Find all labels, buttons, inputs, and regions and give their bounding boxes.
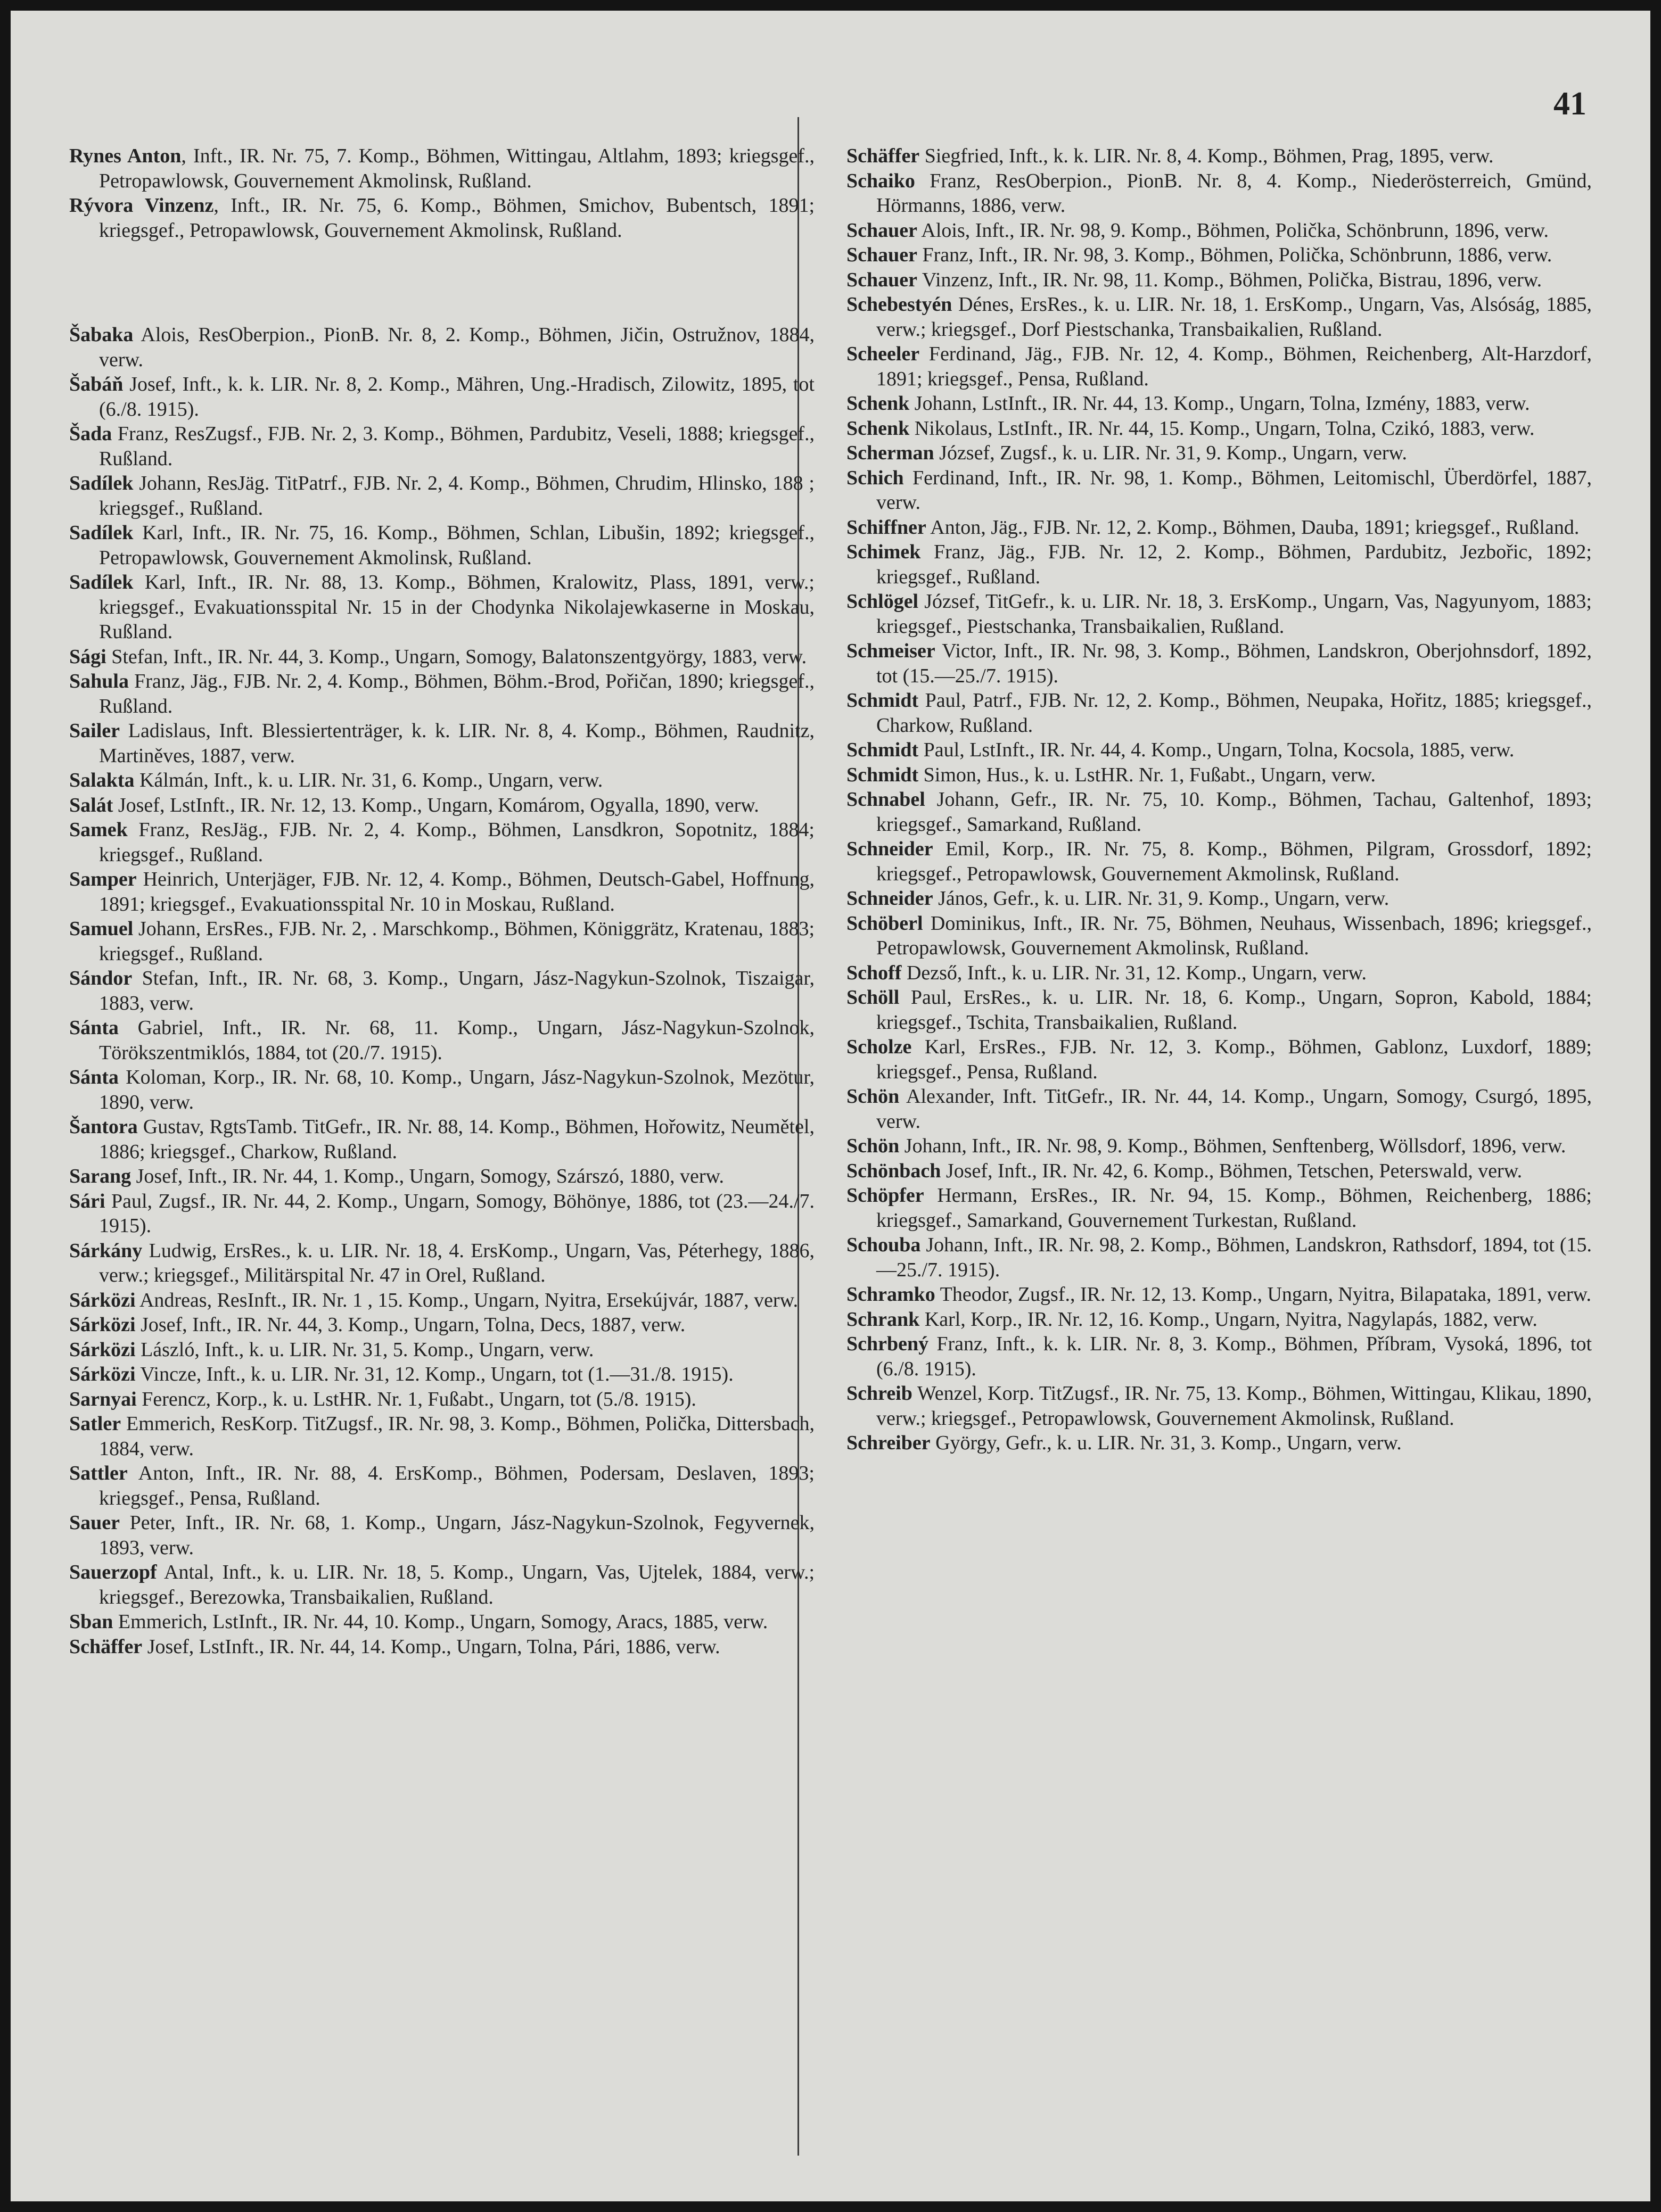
- entry-surname: Šantora: [69, 1116, 138, 1138]
- right-column: [846, 144, 1592, 2145]
- entry-surname: Salát: [69, 794, 113, 816]
- casualty-entry: [846, 1035, 1592, 1084]
- casualty-entry: [69, 144, 815, 193]
- entry-surname: Schöpfer: [846, 1184, 924, 1207]
- entry-surname: Schreiber: [846, 1432, 931, 1454]
- entry-details: Johann, LstInft., IR. Nr. 44, 13. Komp., Ungarn, Tolna, Izmény, 1883, verw.: [909, 392, 1530, 415]
- casualty-entry: [69, 521, 815, 570]
- casualty-entry: [69, 1461, 815, 1511]
- entry-surname: Schön: [846, 1135, 900, 1157]
- entry-details: Theodor, Zugsf., IR. Nr. 12, 13. Komp., Ungarn, Nyitra, Bilapataka, 1891, verw.: [935, 1283, 1591, 1306]
- entry-surname: Scheeler: [846, 343, 920, 365]
- casualty-entry: [846, 837, 1592, 886]
- entry-surname: Schlögel: [846, 590, 919, 613]
- casualty-entry: [69, 422, 815, 471]
- entry-details: , Inft., IR. Nr. 75, 7. Komp., Böhmen, Wittingau, Altlahm, 1893; kriegsgef., Petropawlowsk, Gouvernement Akmolinsk, Rußland.: [99, 145, 815, 192]
- entry-surname: Sauer: [69, 1512, 120, 1534]
- casualty-entry: [69, 1635, 815, 1660]
- casualty-entry: [69, 917, 815, 966]
- casualty-entry: [69, 768, 815, 793]
- entry-surname: Rývora Vinzenz: [69, 194, 214, 217]
- casualty-entry: [846, 391, 1592, 416]
- casualty-entry: [69, 1115, 815, 1164]
- casualty-entry: [69, 1016, 815, 1065]
- entry-details: György, Gefr., k. u. LIR. Nr. 31, 3. Komp., Ungarn, verw.: [930, 1432, 1402, 1454]
- entry-surname: Schnabel: [846, 788, 925, 811]
- entry-surname: Schäffer: [846, 145, 920, 167]
- entry-details: Josef, Inft., IR. Nr. 44, 3. Komp., Ungarn, Tolna, Decs, 1887, verw.: [135, 1314, 686, 1336]
- entry-surname: Schöll: [846, 986, 900, 1009]
- entry-surname: Sarang: [69, 1165, 131, 1187]
- entry-surname: Schmidt: [846, 739, 919, 761]
- entry-surname: Sadílek: [69, 522, 134, 544]
- entry-details: Paul, Zugsf., IR. Nr. 44, 2. Komp., Ungarn, Somogy, Böhönye, 1886, tot (23.—24./7. 1915).: [99, 1190, 815, 1237]
- casualty-entry: [846, 1307, 1592, 1332]
- casualty-entry: [846, 441, 1592, 466]
- entry-details: Franz, Inft., k. k. LIR. Nr. 8, 3. Komp., Böhmen, Příbram, Vysoká, 1896, tot (6./8. 1915).: [876, 1333, 1592, 1380]
- casualty-entry: [69, 471, 815, 521]
- casualty-entry: [69, 1610, 815, 1635]
- entry-details: Anton, Jäg., FJB. Nr. 12, 2. Komp., Böhmen, Dauba, 1891; kriegsgef., Rußland.: [926, 516, 1580, 539]
- casualty-entry: [69, 719, 815, 768]
- entry-surname: Schauer: [846, 244, 917, 266]
- entry-surname: Schramko: [846, 1283, 935, 1306]
- casualty-entry: [846, 1332, 1592, 1381]
- casualty-entry: [69, 867, 815, 917]
- entry-details: Vinzenz, Inft., IR. Nr. 98, 11. Komp., Böhmen, Polička, Bistrau, 1896, verw.: [917, 268, 1542, 291]
- casualty-entry: [846, 144, 1592, 169]
- entry-surname: Schrank: [846, 1308, 920, 1331]
- casualty-entry: [846, 886, 1592, 911]
- entry-details: Johann, ErsRes., FJB. Nr. 2, . Marschkomp., Böhmen, Königgrätz, Kratenau, 1883; kriegsgef., Rußland.: [99, 918, 815, 965]
- entry-surname: Sadílek: [69, 571, 134, 593]
- casualty-entry: [69, 1288, 815, 1313]
- entry-surname: Schaiko: [846, 169, 915, 192]
- casualty-entry: [846, 169, 1592, 218]
- casualty-entry: [69, 323, 815, 372]
- left-column: [69, 144, 815, 2145]
- entry-surname: Schauer: [846, 268, 917, 291]
- casualty-entry: [846, 466, 1592, 515]
- casualty-entry: [69, 1189, 815, 1239]
- entry-surname: Samek: [69, 819, 128, 841]
- casualty-entry: [846, 738, 1592, 763]
- casualty-entry: [846, 515, 1592, 540]
- casualty-entry: [69, 1387, 815, 1412]
- entry-details: Heinrich, Unterjäger, FJB. Nr. 12, 4. Komp., Böhmen, Deutsch-Gabel, Hoffnung, 1891; kriegsgef., Evakuationsspital Nr. 10 in Moskau, Rußland.: [99, 868, 815, 915]
- entry-surname: Schoff: [846, 961, 902, 984]
- entry-details: Koloman, Korp., IR. Nr. 68, 10. Komp., Ungarn, Jász-Nagykun-Szolnok, Mezötur, 1890, verw.: [99, 1066, 815, 1113]
- entry-details: Franz, Inft., IR. Nr. 98, 3. Komp., Böhmen, Polička, Schönbrunn, 1886, verw.: [917, 244, 1552, 266]
- entry-surname: Schmeiser: [846, 640, 935, 662]
- casualty-entry: [846, 268, 1592, 293]
- casualty-entry: [846, 639, 1592, 688]
- casualty-entry: [69, 793, 815, 818]
- entry-details: Siegfried, Inft., k. k. LIR. Nr. 8, 4. Komp., Böhmen, Prag, 1895, verw.: [919, 145, 1494, 167]
- entry-details: Hermann, ErsRes., IR. Nr. 94, 15. Komp., Böhmen, Reichenberg, 1886; kriegsgef., Samarkand, Gouvernement Turkestan, Rußland.: [876, 1184, 1592, 1232]
- casualty-entry: [69, 669, 815, 719]
- entry-surname: Sárközi: [69, 1314, 136, 1336]
- entry-details: Kálmán, Inft., k. u. LIR. Nr. 31, 6. Komp., Ungarn, verw.: [134, 769, 603, 791]
- entry-surname: Sarnyai: [69, 1388, 137, 1410]
- entry-details: Andreas, ResInft., IR. Nr. 1 , 15. Komp., Ungarn, Nyitra, Ersekújvár, 1887, verw.: [135, 1289, 799, 1311]
- entry-details: Alois, ResOberpion., PionB. Nr. 8, 2. Komp., Böhmen, Jičin, Ostružnov, 1884, verw.: [99, 324, 815, 371]
- entry-details: Paul, LstInft., IR. Nr. 44, 4. Komp., Ungarn, Tolna, Kocsola, 1885, verw.: [918, 739, 1515, 761]
- casualty-entry: [846, 1233, 1592, 1282]
- entry-surname: Schich: [846, 466, 904, 489]
- entry-surname: Sárközi: [69, 1338, 136, 1361]
- entry-details: József, TitGefr., k. u. LIR. Nr. 18, 3. ErsKomp., Ungarn, Vas, Nagyunyom, 1883; kriegsgef., Piestschanka, Transbaikalien, Rußland.: [876, 590, 1592, 638]
- entry-surname: Schenk: [846, 417, 910, 440]
- casualty-entry: [69, 1511, 815, 1560]
- entry-surname: Satler: [69, 1413, 121, 1435]
- entry-details: Franz, Jäg., FJB. Nr. 12, 2. Komp., Böhmen, Pardubitz, Jezbořic, 1892; kriegsgef., Rußland.: [876, 541, 1592, 588]
- entry-details: Peter, Inft., IR. Nr. 68, 1. Komp., Ungarn, Jász-Nagykun-Szolnok, Fegyvernek, 1893, verw.: [99, 1512, 815, 1559]
- entry-details: Ferencz, Korp., k. u. LstHR. Nr. 1, Fußabt., Ungarn, tot (5./8. 1915).: [136, 1388, 696, 1410]
- entry-details: Franz, Jäg., FJB. Nr. 2, 4. Komp., Böhmen, Böhm.-Brod, Pořičan, 1890; kriegsgef., Rußland.: [99, 670, 815, 717]
- entry-details: Simon, Hus., k. u. LstHR. Nr. 1, Fußabt., Ungarn, verw.: [918, 763, 1376, 786]
- casualty-entry: [846, 961, 1592, 986]
- entry-details: Franz, ResJäg., FJB. Nr. 2, 4. Komp., Böhmen, Lansdkron, Sopotnitz, 1884; kriegsgef., Rußland.: [99, 819, 815, 866]
- casualty-entry: [846, 292, 1592, 342]
- entry-surname: Sattler: [69, 1462, 128, 1484]
- casualty-entry: [846, 985, 1592, 1035]
- entry-details: Josef, Inft., IR. Nr. 44, 1. Komp., Ungarn, Somogy, Szárszó, 1880, verw.: [131, 1165, 724, 1187]
- entry-surname: Schneider: [846, 838, 933, 860]
- entry-surname: Schöberl: [846, 912, 923, 935]
- entry-surname: Šabáň: [69, 373, 124, 395]
- entry-surname: Sándor: [69, 967, 133, 989]
- entry-details: Emmerich, ResKorp. TitZugsf., IR. Nr. 98, 3. Komp., Böhmen, Polička, Dittersbach, 1884, verw.: [99, 1413, 815, 1460]
- casualty-entry: [846, 1134, 1592, 1159]
- casualty-entry: [846, 1381, 1592, 1431]
- entry-details: Stefan, Inft., IR. Nr. 68, 3. Komp., Ungarn, Jász-Nagykun-Szolnok, Tiszaigar, 1883, verw.: [99, 967, 815, 1014]
- entry-surname: Sauerzopf: [69, 1561, 157, 1583]
- entry-details: Dominikus, Inft., IR. Nr. 75, Böhmen, Neuhaus, Wissenbach, 1896; kriegsgef., Petropawlowsk, Gouvernement Akmolinsk, Rußland.: [876, 912, 1592, 959]
- entry-details: János, Gefr., k. u. LIR. Nr. 31, 9. Komp., Ungarn, verw.: [933, 887, 1389, 910]
- entry-surname: Šada: [69, 423, 112, 445]
- entry-columns: [69, 144, 1592, 2145]
- entry-details: Karl, Inft., IR. Nr. 88, 13. Komp., Böhmen, Kralowitz, Plass, 1891, verw.; kriegsgef., Evakuationsspital Nr. 15 in der Chodynka Nikolajewkaserne in Moskau, Rußland.: [99, 571, 815, 643]
- casualty-entry: [69, 1362, 815, 1387]
- entry-details: Dezső, Inft., k. u. LIR. Nr. 31, 12. Komp., Ungarn, verw.: [901, 961, 1367, 984]
- entry-surname: Šabaka: [69, 324, 134, 346]
- casualty-entry: [69, 1239, 815, 1288]
- entry-details: Emil, Korp., IR. Nr. 75, 8. Komp., Böhmen, Pilgram, Grossdorf, 1892; kriegsgef., Petropawlowsk, Gouvernement Akmolinsk, Rußland.: [876, 838, 1592, 885]
- casualty-entry: [846, 218, 1592, 243]
- entry-surname: Schneider: [846, 887, 933, 910]
- entry-surname: Sárkány: [69, 1239, 143, 1262]
- entry-details: Alois, Inft., IR. Nr. 98, 9. Komp., Böhmen, Polička, Schönbrunn, 1896, verw.: [917, 219, 1549, 242]
- casualty-entry: [846, 1159, 1592, 1184]
- entry-surname: Sárközi: [69, 1363, 136, 1385]
- entry-details: József, Zugsf., k. u. LIR. Nr. 31, 9. Komp., Ungarn, verw.: [934, 442, 1407, 464]
- entry-details: Ferdinand, Jäg., FJB. Nr. 12, 4. Komp., Böhmen, Reichenberg, Alt-Harzdorf, 1891; kriegsgef., Pensa, Rußland.: [876, 343, 1592, 390]
- entry-surname: Rynes Anton: [69, 145, 182, 167]
- entry-surname: Scholze: [846, 1036, 912, 1058]
- entry-surname: Salakta: [69, 769, 135, 791]
- page-number: 41: [1553, 86, 1586, 122]
- entry-details: Emmerich, LstInft., IR. Nr. 44, 10. Komp., Ungarn, Somogy, Aracs, 1885, verw.: [113, 1611, 768, 1633]
- entry-surname: Schreib: [846, 1382, 912, 1405]
- entry-details: Antal, Inft., k. u. LIR. Nr. 18, 5. Komp., Ungarn, Vas, Ujtelek, 1884, verw.; kriegsgef., Berezowka, Transbaikalien, Rußland.: [99, 1561, 815, 1608]
- entry-details: Dénes, ErsRes., k. u. LIR. Nr. 18, 1. ErsKomp., Ungarn, Vas, Alsóság, 1885, verw.; kriegsgef., Dorf Piestschanka, Transbaikalien, Rußland.: [876, 293, 1592, 341]
- entry-details: Gustav, RgtsTamb. TitGefr., IR. Nr. 88, 14. Komp., Böhmen, Hořowitz, Neumětel, 1886; kriegsgef., Charkow, Rußland.: [99, 1116, 815, 1163]
- entry-details: Paul, Patrf., FJB. Nr. 12, 2. Komp., Böhmen, Neupaka, Hořitz, 1885; kriegsgef., Charkow, Rußland.: [876, 689, 1592, 737]
- entry-surname: Sban: [69, 1611, 113, 1633]
- entry-details: Nikolaus, LstInft., IR. Nr. 44, 15. Komp., Ungarn, Tolna, Czikó, 1883, verw.: [909, 417, 1535, 440]
- entry-surname: Schmidt: [846, 763, 919, 786]
- entry-details: Ferdinand, Inft., IR. Nr. 98, 1. Komp., Böhmen, Leitomischl, Überdörfel, 1887, verw.: [876, 466, 1592, 514]
- entry-details: Alexander, Inft. TitGefr., IR. Nr. 44, 14. Komp., Ungarn, Somogy, Csurgó, 1895, verw.: [876, 1085, 1592, 1133]
- casualty-entry: [846, 540, 1592, 589]
- entry-details: Johann, Inft., IR. Nr. 98, 9. Komp., Böhmen, Senftenberg, Wöllsdorf, 1896, verw.: [899, 1135, 1566, 1157]
- casualty-entry: [846, 787, 1592, 837]
- entry-details: Karl, Korp., IR. Nr. 12, 16. Komp., Ungarn, Nyitra, Nagylapás, 1882, verw.: [919, 1308, 1537, 1331]
- casualty-entry: [846, 688, 1592, 738]
- entry-details: Karl, ErsRes., FJB. Nr. 12, 3. Komp., Böhmen, Gablonz, Luxdorf, 1889; kriegsgef., Pensa, Rußland.: [876, 1036, 1592, 1083]
- casualty-entry: [846, 1183, 1592, 1233]
- entry-surname: Schiffner: [846, 516, 926, 539]
- casualty-entry: [846, 342, 1592, 391]
- entry-details: Gabriel, Inft., IR. Nr. 68, 11. Komp., Ungarn, Jász-Nagykun-Szolnok, Törökszentmiklós, 1884, tot (20./7. 1915).: [99, 1017, 815, 1064]
- entry-surname: Sánta: [69, 1066, 119, 1088]
- casualty-entry: [69, 1313, 815, 1338]
- entry-surname: Samuel: [69, 918, 134, 940]
- entry-details: Ladislaus, Inft. Blessiertenträger, k. k. LIR. Nr. 8, 4. Komp., Böhmen, Raudnitz, Martiněves, 1887, verw.: [99, 720, 815, 767]
- entry-surname: Schouba: [846, 1234, 921, 1256]
- entry-details: Johann, Gefr., IR. Nr. 75, 10. Komp., Böhmen, Tachau, Galtenhof, 1893; kriegsgef., Samarkand, Rußland.: [876, 788, 1592, 836]
- entry-details: Josef, Inft., k. k. LIR. Nr. 8, 2. Komp., Mähren, Ung.-Hradisch, Zilowitz, 1895, tot (6./8. 1915).: [99, 373, 815, 420]
- casualty-entry: [846, 911, 1592, 961]
- entry-surname: Scherman: [846, 442, 934, 464]
- casualty-entry: [846, 763, 1592, 788]
- entry-surname: Sári: [69, 1190, 105, 1212]
- entry-details: Johann, ResJäg. TitPatrf., FJB. Nr. 2, 4. Komp., Böhmen, Chrudim, Hlinsko, 188 ; kriegsgef., Rußland.: [99, 472, 815, 519]
- entry-details: Ludwig, ErsRes., k. u. LIR. Nr. 18, 4. ErsKomp., Ungarn, Vas, Péterhegy, 1886, verw.; kriegsgef., Militärspital Nr. 47 in Orel, Rußland.: [99, 1239, 815, 1286]
- entry-details: Franz, ResOberpion., PionB. Nr. 8, 4. Komp., Niederösterreich, Gmünd, Hörmanns, 1886, verw.: [876, 169, 1592, 217]
- casualty-entry: [69, 1164, 815, 1189]
- casualty-entry: [846, 589, 1592, 639]
- entry-surname: Sahula: [69, 670, 129, 692]
- casualty-entry: [69, 645, 815, 670]
- entry-surname: Schönbach: [846, 1159, 941, 1182]
- casualty-entry: [69, 1065, 815, 1115]
- casualty-entry: [846, 1084, 1592, 1134]
- entry-surname: Schauer: [846, 219, 917, 242]
- casualty-entry: [69, 966, 815, 1016]
- casualty-entry: [69, 193, 815, 243]
- casualty-entry: [69, 818, 815, 867]
- entry-details: Johann, Inft., IR. Nr. 98, 2. Komp., Böhmen, Landskron, Rathsdorf, 1894, tot (15.—25./7. 1915).: [876, 1234, 1592, 1281]
- casualty-entry: [69, 372, 815, 422]
- entry-surname: Samper: [69, 868, 137, 890]
- entry-surname: Sánta: [69, 1017, 119, 1039]
- entry-surname: Sárközi: [69, 1289, 136, 1311]
- entry-details: László, Inft., k. u. LIR. Nr. 31, 5. Komp., Ungarn, verw.: [135, 1338, 594, 1361]
- entry-surname: Schäffer: [69, 1635, 143, 1658]
- entry-details: Josef, LstInft., IR. Nr. 44, 14. Komp., Ungarn, Tolna, Pári, 1886, verw.: [142, 1635, 720, 1658]
- entry-details: Stefan, Inft., IR. Nr. 44, 3. Komp., Ungarn, Somogy, Balatonszentgyörgy, 1883, verw.: [106, 645, 807, 668]
- entry-details: Vincze, Inft., k. u. LIR. Nr. 31, 12. Komp., Ungarn, tot (1.—31./8. 1915).: [135, 1363, 734, 1385]
- entry-details: Anton, Inft., IR. Nr. 88, 4. ErsKomp., Böhmen, Podersam, Deslaven, 1893; kriegsgef., Pensa, Rußland.: [99, 1462, 815, 1509]
- casualty-entry: [846, 416, 1592, 441]
- casualty-entry: [69, 1412, 815, 1461]
- entry-details: Paul, ErsRes., k. u. LIR. Nr. 18, 6. Komp., Ungarn, Sopron, Kabold, 1884; kriegsgef., Tschita, Transbaikalien, Rußland.: [876, 986, 1592, 1034]
- document-page: [11, 11, 1650, 2201]
- entry-surname: Schenk: [846, 392, 910, 415]
- entry-details: Franz, ResZugsf., FJB. Nr. 2, 3. Komp., Böhmen, Pardubitz, Veseli, 1888; kriegsgef., Rußland.: [99, 423, 815, 470]
- entry-surname: Schön: [846, 1085, 900, 1108]
- casualty-entry: [846, 243, 1592, 268]
- entry-surname: Sági: [69, 645, 106, 668]
- entry-details: Wenzel, Korp. TitZugsf., IR. Nr. 75, 13. Komp., Böhmen, Wittingau, Klikau, 1890, verw.; kriegsgef., Petropawlowsk, Gouvernement Akmolinsk, Rußland.: [876, 1382, 1592, 1430]
- casualty-entry: [69, 570, 815, 645]
- casualty-entry: [846, 1431, 1592, 1456]
- entry-surname: Schimek: [846, 541, 921, 563]
- entry-details: Josef, LstInft., IR. Nr. 12, 13. Komp., Ungarn, Komárom, Ogyalla, 1890, verw.: [113, 794, 759, 816]
- casualty-entry: [69, 1560, 815, 1610]
- entry-details: Josef, Inft., IR. Nr. 42, 6. Komp., Böhmen, Tetschen, Peterswald, verw.: [941, 1159, 1523, 1182]
- casualty-entry: [846, 1282, 1592, 1307]
- casualty-entry: [69, 1338, 815, 1363]
- entry-surname: Sadílek: [69, 472, 134, 494]
- entry-details: Victor, Inft., IR. Nr. 98, 3. Komp., Böhmen, Landskron, Oberjohnsdorf, 1892, tot (15.—25./7. 1915).: [876, 640, 1592, 687]
- entry-surname: Schmidt: [846, 689, 919, 712]
- entry-details: Karl, Inft., IR. Nr. 75, 16. Komp., Böhmen, Schlan, Libušin, 1892; kriegsgef., Petropawlowsk, Gouvernement Akmolinsk, Rußland.: [99, 522, 815, 569]
- entry-surname: Schebestyén: [846, 293, 952, 316]
- entry-surname: Sailer: [69, 720, 120, 742]
- entry-details: , Inft., IR. Nr. 75, 6. Komp., Böhmen, Smichov, Bubentsch, 1891; kriegsgef., Petropawlowsk, Gouvernement Akmolinsk, Rußland.: [99, 194, 815, 242]
- entry-surname: Schrbený: [846, 1333, 929, 1355]
